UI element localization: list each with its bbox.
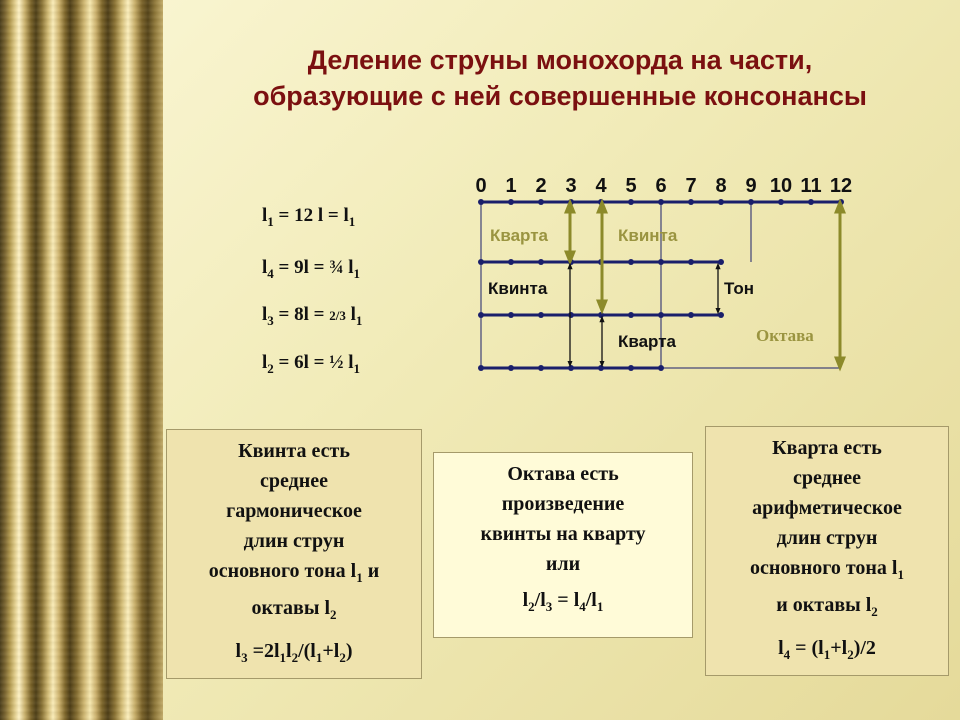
- label-kvarta-bottom: Кварта: [618, 332, 676, 351]
- box-oktava-formula: $l_2/l_3 = l_4/l_1$: [522, 589, 604, 614]
- string-1-dot-12: [838, 199, 844, 205]
- string-3-dot-6: [658, 312, 664, 318]
- string-1-dot-5: [628, 199, 634, 205]
- string-1-dot-6: [658, 199, 664, 205]
- scale-label-11: 11: [800, 175, 822, 197]
- scale-label-4: 4: [595, 175, 607, 197]
- string-3-dot-1: [508, 312, 514, 318]
- string-1-dot-4: [598, 199, 604, 205]
- string-3-dot-3: [568, 312, 574, 318]
- string-1-dot-11: [808, 199, 814, 205]
- string-4-dot-0: [478, 365, 484, 371]
- string-2-dot-5: [628, 259, 634, 265]
- string-2-dot-0: [478, 259, 484, 265]
- string-2-dot-1: [508, 259, 514, 265]
- formula-l4: $l_4 = 9l$ = ¾ $l_1$: [262, 257, 360, 281]
- string-3-dot-2: [538, 312, 544, 318]
- string-4-dot-6: [658, 365, 664, 371]
- scale-label-7: 7: [685, 175, 697, 197]
- title-line-2: образующие с ней совершенные консонансы: [253, 81, 867, 111]
- formula-l3: $l_3 = 8l = 2/3$ $l_1$: [262, 304, 363, 328]
- scale-label-8: 8: [715, 175, 727, 197]
- string-4-dot-1: [508, 365, 514, 371]
- string-1-dot-9: [748, 199, 754, 205]
- scale-label-1: 1: [505, 175, 517, 197]
- string-1-dot-10: [778, 199, 784, 205]
- box-kvarta-formula: $l_4 = (l_1+l_2)/2$: [778, 637, 876, 662]
- string-3-dot-0: [478, 312, 484, 318]
- scale-label-6: 6: [655, 175, 667, 197]
- monochord-diagram: [470, 170, 870, 380]
- label-kvarta-top: Кварта: [490, 226, 548, 245]
- label-oktava: Октава: [756, 326, 814, 345]
- string-4-dot-3: [568, 365, 574, 371]
- label-ton: Тон: [724, 279, 754, 298]
- scale-label-3: 3: [565, 175, 577, 197]
- scale-label-9: 9: [745, 175, 757, 197]
- string-3-dot-4: [598, 312, 604, 318]
- string-3-dot-5: [628, 312, 634, 318]
- string-2-dot-6: [658, 259, 664, 265]
- decorative-column: [0, 0, 163, 720]
- box-kvinta: Квинта есть среднее гармоническое длин струн основного тона $l_1$ и октавы $l_2$ $l_3 =2l_1l_2/(l_1+l_2)$: [166, 429, 422, 679]
- scale-label-12: 12: [829, 175, 853, 197]
- string-4-dot-2: [538, 365, 544, 371]
- scale-label-5: 5: [625, 175, 637, 197]
- string-1-dot-7: [688, 199, 694, 205]
- box-kvarta: Кварта есть среднее арифметическое длин струн основного тона $l_1$ и октавы $l_2$ $l_4 = (l_1+l_2)/2$: [705, 426, 949, 676]
- title-line-1: Деление струны монохорда на части,: [307, 45, 813, 75]
- slide-title: [170, 42, 950, 114]
- string-4-dot-4: [598, 365, 604, 371]
- string-1-dot-2: [538, 199, 544, 205]
- formula-l1: $l_1 = 12$ $l = l_1$: [262, 205, 356, 229]
- string-1-dot-3: [568, 199, 574, 205]
- string-2-dot-7: [688, 259, 694, 265]
- string-2-dot-3: [568, 259, 574, 265]
- string-1-dot-8: [718, 199, 724, 205]
- label-kvinta-mid: Квинта: [488, 279, 548, 298]
- label-kvinta-top: Квинта: [618, 226, 678, 245]
- formula-l2: $l_2 = 6l$ = ½ $l_1$: [262, 352, 360, 376]
- string-2-dot-8: [718, 259, 724, 265]
- box-kvinta-formula: $l_3 =2l_1l_2/(l_1+l_2)$: [235, 640, 353, 665]
- string-3-dot-7: [688, 312, 694, 318]
- string-1-dot-0: [478, 199, 484, 205]
- box-oktava: Октава есть произведение квинты на кварту или $l_2/l_3 = l_4/l_1$: [433, 452, 693, 638]
- string-1-dot-1: [508, 199, 514, 205]
- scale-label-2: 2: [535, 175, 547, 197]
- scale-label-0: 0: [475, 175, 487, 197]
- string-4-dot-5: [628, 365, 634, 371]
- string-3-dot-8: [718, 312, 724, 318]
- scale-labels: [475, 175, 852, 197]
- scale-label-10: 10: [769, 175, 793, 197]
- string-2-dot-2: [538, 259, 544, 265]
